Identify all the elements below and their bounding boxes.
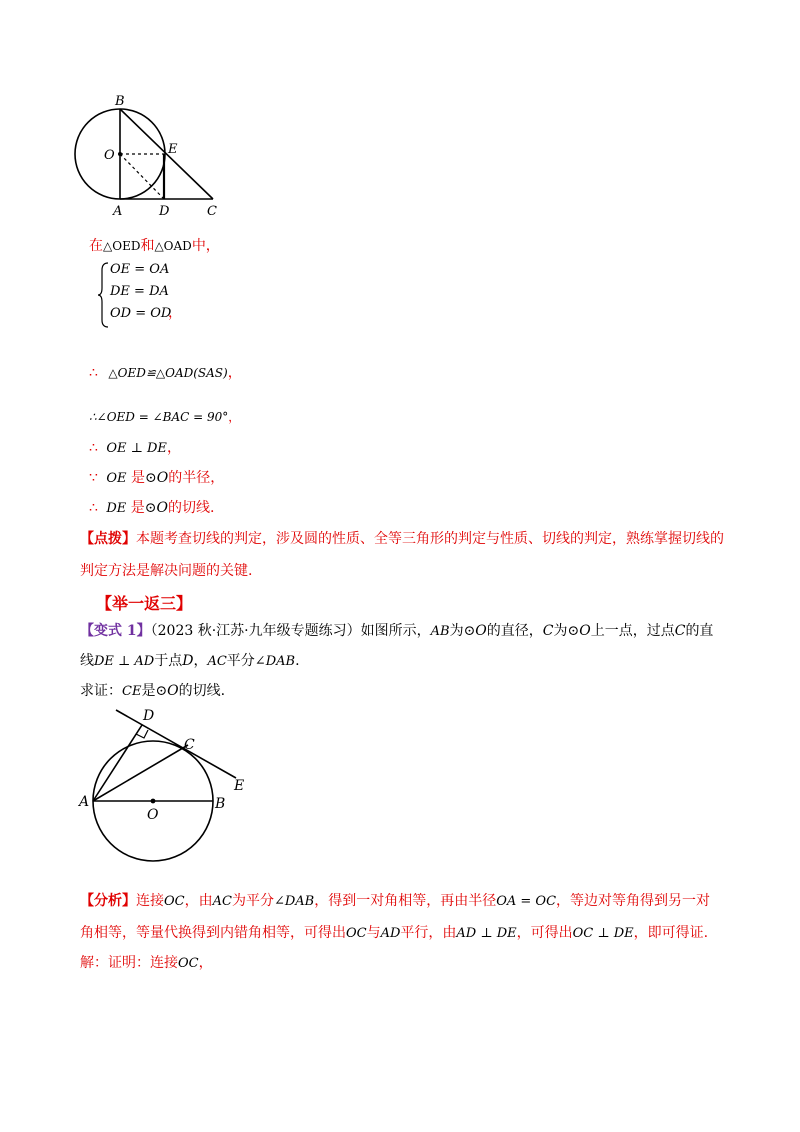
analysis-line-3 [80,952,213,972]
circle-o-symbol: ⊙O [463,623,487,639]
circle-o-symbol: ⊙O [567,623,591,639]
oc-perp-de: OC ⊥ DE [572,926,634,941]
point-o [118,152,122,156]
equation-system [98,262,198,328]
analysis-line-2 [80,922,708,942]
left-brace [98,262,110,328]
text-zhong: 中， [191,238,220,254]
circle-o-symbol: ⊙O [144,500,168,516]
text: 解：证明：连接 [80,955,178,971]
label-c: C [207,204,217,219]
label-d: D [159,204,170,219]
point-c: C [674,623,686,639]
figure-circle-tangent-2 [76,700,266,868]
triangle-oed: △OED [103,239,141,253]
eq-od-od: OD = OD [110,306,172,321]
analysis-tag: 【分析】 [80,893,136,909]
perp-expr: DE ⊥ AD [94,654,155,669]
comment-text-2: 判定方法是解决问题的关键. [80,563,253,579]
ac-expr: AC [212,894,232,909]
text: 角相等，等量代换得到内错角相等，可得出 [80,925,346,941]
proof-line-perpendicular [89,437,181,457]
text: 平行，由 [400,925,457,941]
text: ，等边对等角得到另一对 [556,893,711,909]
segment-ad [93,725,142,801]
text-shi: 是 [126,470,145,486]
angle-dab: ∠DAB [273,894,315,909]
circle-o-symbol: ⊙O [144,470,169,486]
text: 为 [449,623,464,639]
label-a: A [113,204,123,219]
dashed-od [120,154,164,199]
therefore-symbol: ∴ [89,365,98,381]
proof-line-triangles [89,235,220,255]
point-d: D [182,653,194,669]
therefore-symbol: ∴ [89,440,98,456]
ad-perp-de: AD ⊥ DE [456,926,517,941]
text: 为平分 [231,893,274,909]
proof-line-radius [89,467,224,487]
text-he: 和 [140,238,155,254]
text-tangent: 的切线. [167,500,215,516]
text: 的切线. [178,683,226,699]
ce-expr: CE [122,684,142,699]
text-zai: 在 [89,238,103,254]
text: . [295,653,300,669]
variant-line-2 [80,650,300,670]
text: ， [198,955,213,971]
label-o: O [104,148,115,163]
comment-line-2 [80,560,252,580]
label-b: B [115,94,125,109]
proof-line-tangent [89,497,214,517]
label-e: E [168,142,178,157]
oc-expr: OC [346,926,367,941]
text: ，可得出 [516,925,573,941]
text: 上一点，过点 [590,623,675,639]
segment-ac [93,745,188,801]
text: 求证： [80,683,122,699]
text: 连接 [136,893,164,909]
comment-line-1 [80,528,724,548]
text: 是 [141,683,156,699]
text: 线 [80,653,94,669]
therefore-symbol: ∴ [89,500,98,516]
text-shi: 是 [126,500,145,516]
proof-line-angle [89,408,240,425]
variant-source: （2023 秋·江苏·九年级专题练习）如图所示， [150,623,431,639]
comment-tag: 【点拨】 [80,531,136,547]
comma: ， [227,365,242,381]
comma: ， [228,410,241,424]
label-e: E [234,778,245,794]
label-d: D [143,708,155,724]
circle-o-symbol: ⊙O [155,683,179,699]
text: ，即可得证. [633,925,709,941]
eq-de-da: DE = DA [110,284,169,299]
triangle-oad: △OAD [154,239,192,253]
text: 与 [366,925,381,941]
oc-expr: OC [164,894,185,909]
comma: ， [166,440,181,456]
label-o: O [147,807,159,823]
text-radius: 的半径， [168,470,225,486]
oc-expr: OC [178,956,199,971]
angle-dab: ∠DAB [254,654,296,669]
analysis-line-1 [80,890,710,910]
text: 的直径， [486,623,543,639]
oe-expr: OE [106,471,127,486]
text: 为 [553,623,568,639]
point-o [151,799,156,804]
section-heading: 【举一返三】 [96,594,193,613]
text: ，由 [184,893,213,909]
ac-expr: AC [207,654,227,669]
eq-oe-oa: OE = OA [110,262,170,277]
variant-prove [80,680,225,700]
text: 于点 [154,653,183,669]
text: 平分 [226,653,255,669]
text: 的直 [685,623,714,639]
variant-line-1 [80,620,713,640]
oa-oc-expr: OA = OC [496,894,557,909]
congruence-expr: △OED≌△OAD(SAS) [108,366,228,380]
ad-expr: AD [380,926,401,941]
angle-expr: ∴∠OED = ∠BAC = 90° [89,410,229,424]
ab-expr: AB [430,624,450,639]
label-c: C [184,737,195,753]
because-symbol: ∵ [89,470,98,486]
label-b: B [215,796,226,812]
label-a: A [79,794,90,810]
comment-text-1: 本题考查切线的判定，涉及圆的性质、全等三角形的判定与性质、切线的判定，熟练掌握切线的 [136,531,724,547]
variant-tag: 【变式 1】 [80,623,151,639]
text: ， [193,653,208,669]
proof-line-congruent [89,362,242,382]
point-c: C [542,623,554,639]
de-expr: DE [106,501,127,516]
perp-expr: OE ⊥ DE [106,441,167,456]
text: ，得到一对角相等，再由半径 [314,893,497,909]
figure-circle-tangent-1 [60,92,230,222]
system-comma: ， [168,305,182,321]
